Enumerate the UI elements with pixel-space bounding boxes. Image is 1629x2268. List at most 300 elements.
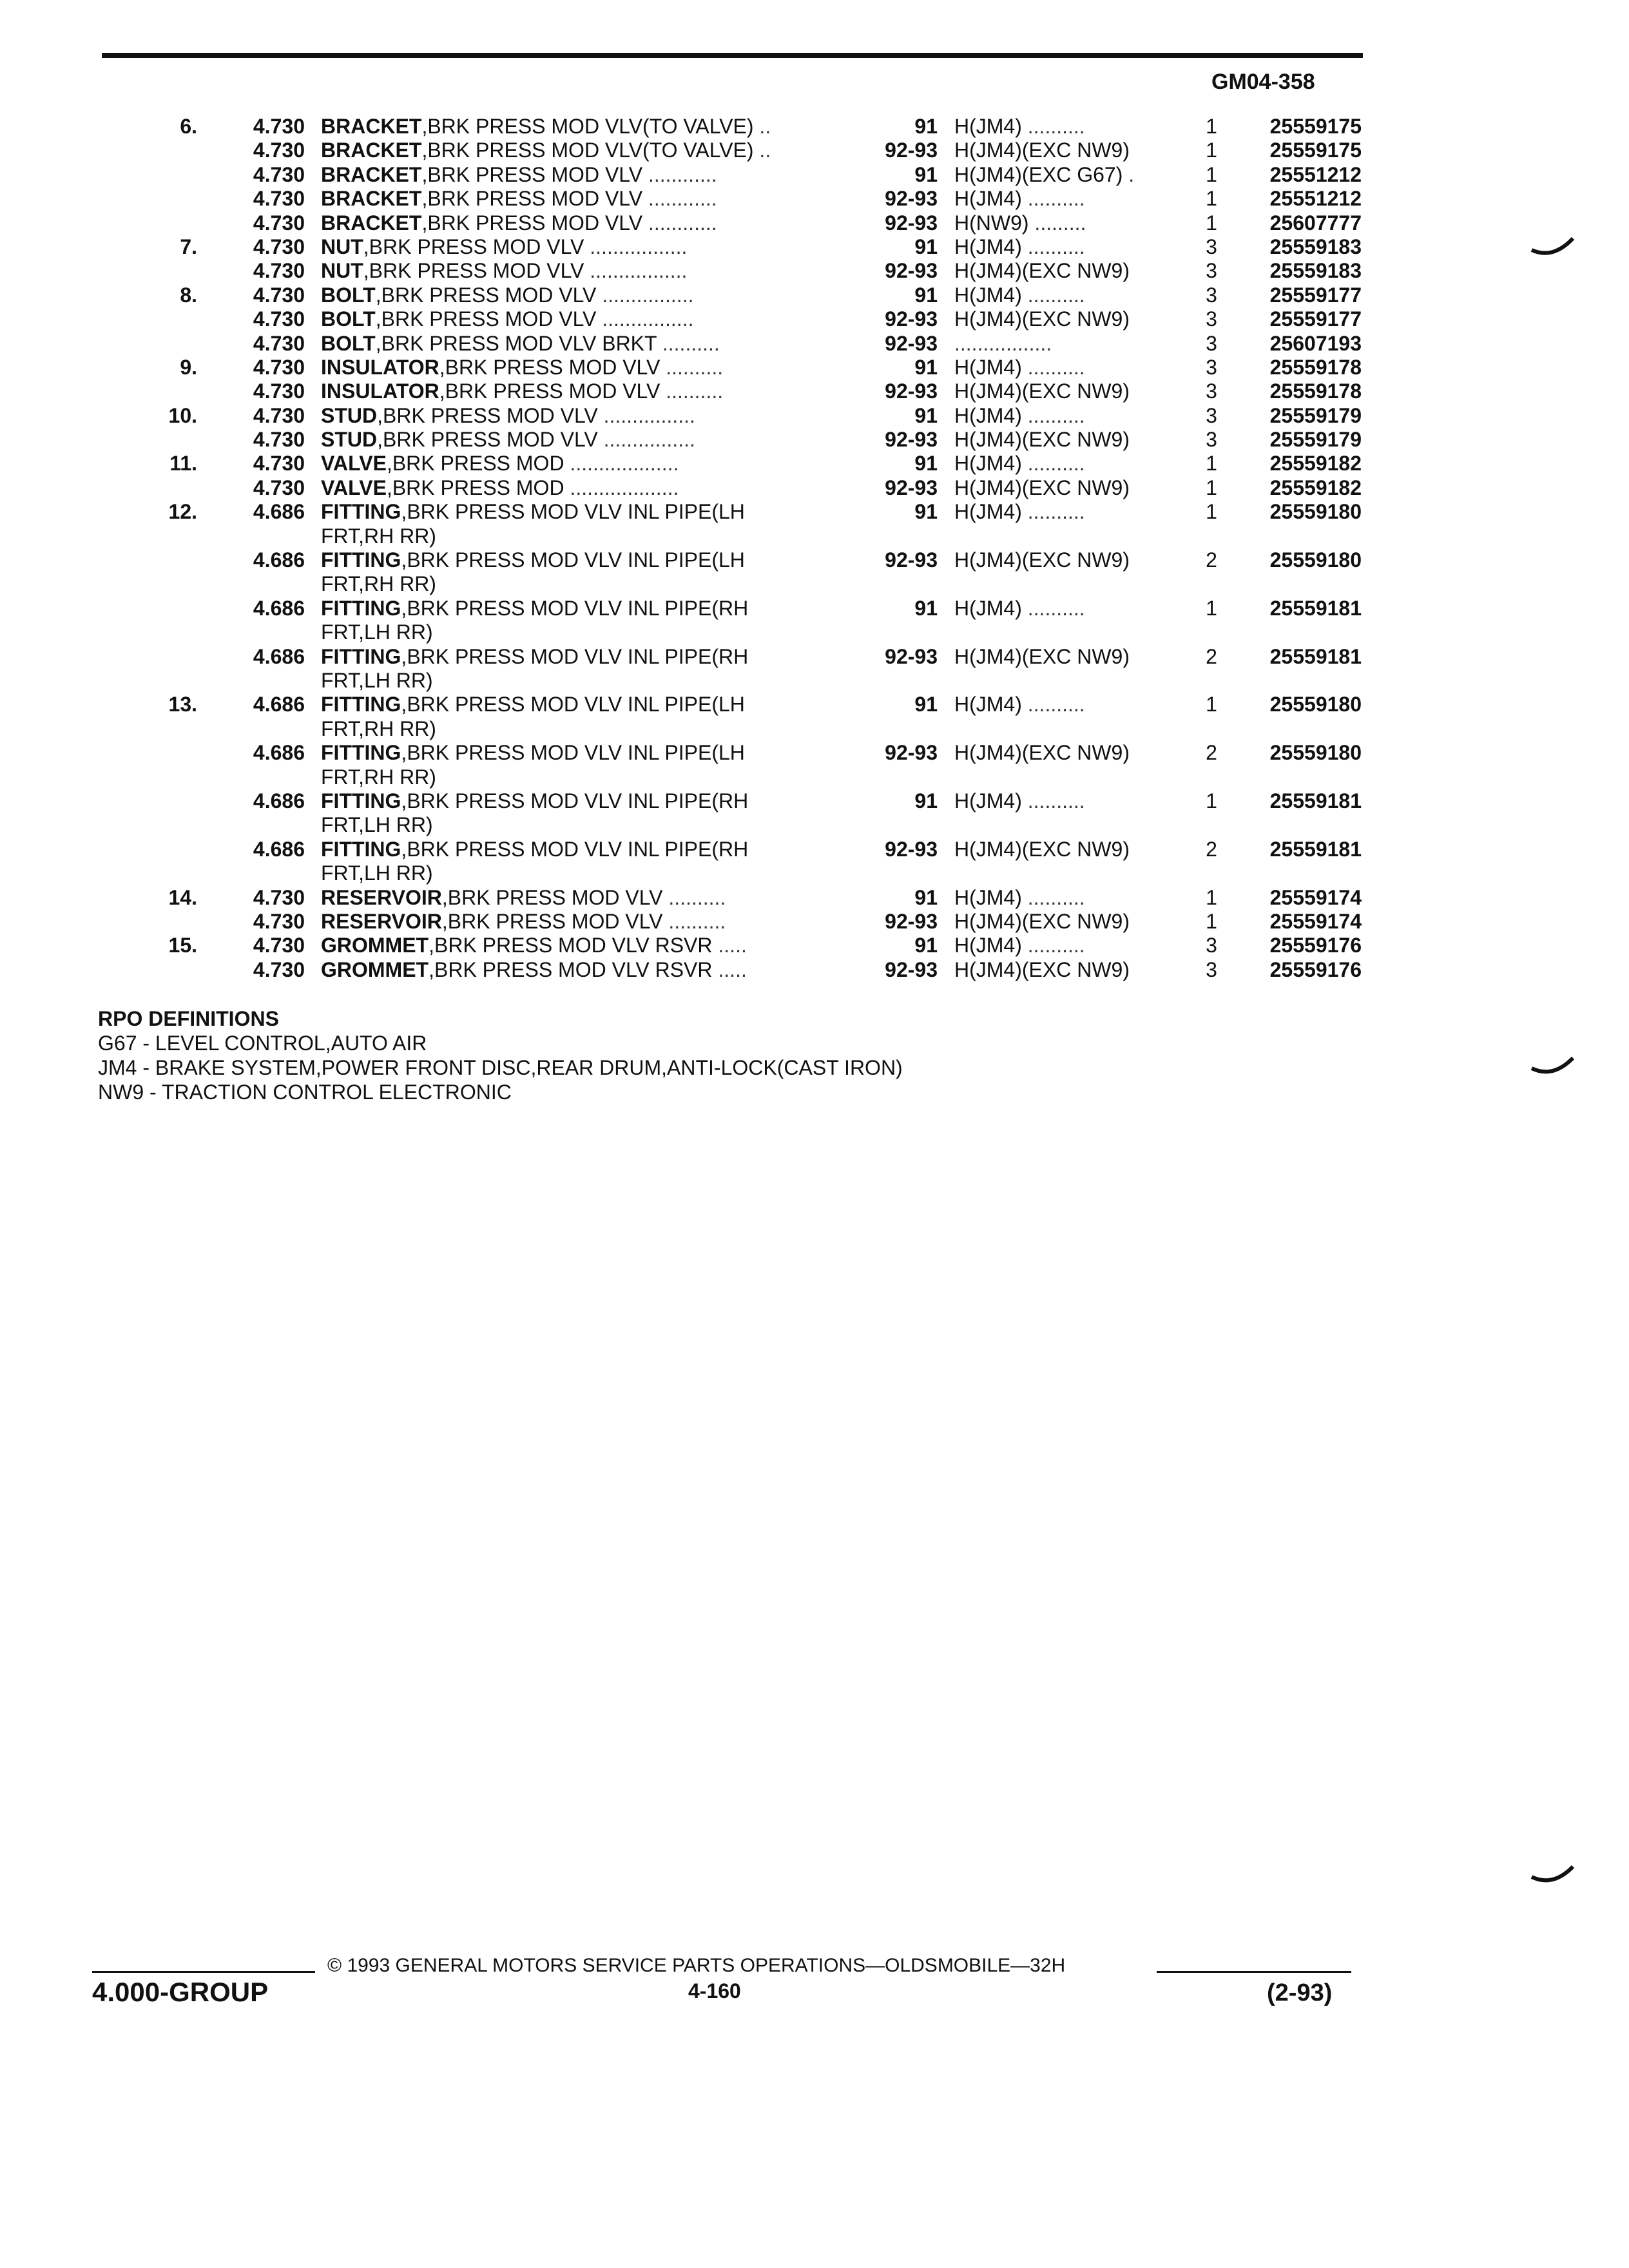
part-number: 25559176 xyxy=(1269,934,1362,957)
part-description xyxy=(321,741,856,789)
part-number: 25559180 xyxy=(1269,741,1362,765)
quantity: 1 xyxy=(1206,139,1217,162)
usage-code xyxy=(954,115,1186,139)
part-number: 25559181 xyxy=(1269,596,1362,620)
part-row xyxy=(0,958,1629,982)
figure-number: 15. xyxy=(168,934,197,957)
usage-code xyxy=(954,428,1186,452)
part-name: RESERVOIR xyxy=(321,910,442,934)
usage-text: H(JM4)(EXC NW9) xyxy=(954,476,1130,499)
quantity: 1 xyxy=(1206,693,1217,716)
part-row xyxy=(0,693,1629,741)
leader-dots: ................ xyxy=(596,283,694,307)
quantity: 2 xyxy=(1206,741,1217,765)
usage-leader-dots: .......... xyxy=(1021,355,1085,379)
usage-text: H(JM4) xyxy=(954,235,1022,258)
part-row xyxy=(0,163,1629,187)
part-row xyxy=(0,259,1629,283)
part-row xyxy=(0,645,1629,693)
part-row xyxy=(0,307,1629,331)
part-name: FITTING xyxy=(321,837,401,861)
top-rule xyxy=(102,53,1363,58)
figure-number: 6. xyxy=(180,115,197,138)
part-name: FITTING xyxy=(321,596,401,620)
model-year: 92-93 xyxy=(885,644,938,668)
part-description xyxy=(321,235,856,259)
model-year: 92-93 xyxy=(885,741,938,765)
usage-code xyxy=(954,211,1186,235)
group-number: 4.686 xyxy=(253,596,305,620)
usage-code xyxy=(954,693,1186,716)
usage-code xyxy=(954,163,1186,187)
usage-leader-dots: .......... xyxy=(1021,235,1085,258)
quantity: 3 xyxy=(1206,283,1217,307)
group-number: 4.730 xyxy=(253,259,305,283)
part-number: 25559177 xyxy=(1269,307,1362,331)
part-desc-text: ,BRK PRESS MOD VLV RSVR xyxy=(429,934,713,957)
leader-dots: ............ xyxy=(642,211,717,235)
part-description xyxy=(321,115,856,139)
group-number: 4.730 xyxy=(253,910,305,934)
usage-code xyxy=(954,380,1186,403)
quantity: 1 xyxy=(1206,910,1217,934)
usage-code xyxy=(954,645,1186,669)
quantity: 3 xyxy=(1206,403,1217,427)
part-row xyxy=(0,500,1629,548)
part-row xyxy=(0,332,1629,356)
part-desc-text: ,BRK PRESS MOD VLV INL PIPE(LH xyxy=(401,741,745,765)
usage-code xyxy=(954,789,1186,813)
part-number: 25559178 xyxy=(1269,380,1362,403)
leader-dots: .. xyxy=(753,139,771,162)
part-desc-text: ,BRK PRESS MOD VLV xyxy=(441,910,663,934)
quantity: 3 xyxy=(1206,957,1217,981)
part-number: 25559181 xyxy=(1269,789,1362,813)
part-row xyxy=(0,139,1629,162)
part-number: 25559180 xyxy=(1269,548,1362,572)
group-number: 4.686 xyxy=(253,741,305,765)
part-desc-text: ,BRK PRESS MOD VLV xyxy=(363,259,584,283)
part-description xyxy=(321,356,856,380)
model-year: 91 xyxy=(914,235,938,258)
leader-dots: .......... xyxy=(660,355,724,379)
part-name: BRACKET xyxy=(321,115,422,138)
group-number: 4.686 xyxy=(253,693,305,716)
usage-code xyxy=(954,838,1186,861)
part-description xyxy=(321,886,856,910)
rpo-title: RPO DEFINITIONS xyxy=(98,1007,279,1030)
figure-number: 13. xyxy=(168,693,197,716)
quantity: 2 xyxy=(1206,548,1217,572)
model-year: 92-93 xyxy=(885,380,938,403)
part-name: FITTING xyxy=(321,548,401,572)
usage-leader-dots: .......... xyxy=(1021,500,1085,524)
usage-code xyxy=(954,404,1186,428)
rpo-def-nw9: NW9 - TRACTION CONTROL ELECTRONIC xyxy=(98,1081,512,1104)
usage-text: H(JM4) xyxy=(954,693,1022,716)
usage-text: H(JM4) xyxy=(954,403,1022,427)
usage-code xyxy=(954,500,1186,524)
parts-list xyxy=(0,115,1629,982)
part-description xyxy=(321,910,856,934)
model-year: 92-93 xyxy=(885,139,938,162)
part-row xyxy=(0,934,1629,957)
footer-rule-right xyxy=(1157,1971,1351,1973)
group-number: 4.730 xyxy=(253,283,305,307)
usage-leader-dots: ................. xyxy=(954,331,1052,355)
part-number: 25559181 xyxy=(1269,644,1362,668)
part-number: 25559179 xyxy=(1269,428,1362,452)
usage-text: H(JM4)(EXC NW9) xyxy=(954,548,1130,572)
part-row xyxy=(0,597,1629,645)
quantity: 1 xyxy=(1206,187,1217,211)
part-desc-text: ,BRK PRESS MOD VLV xyxy=(377,403,598,427)
part-name: FITTING xyxy=(321,789,401,813)
quantity: 3 xyxy=(1206,235,1217,258)
usage-code xyxy=(954,332,1186,356)
part-row xyxy=(0,838,1629,886)
part-number: 25607193 xyxy=(1269,331,1362,355)
part-description xyxy=(321,259,856,283)
part-description xyxy=(321,187,856,211)
part-description xyxy=(321,139,856,162)
part-desc-text: ,BRK PRESS MOD VLV INL PIPE(RH xyxy=(401,596,749,620)
part-name: FITTING xyxy=(321,500,401,524)
part-desc-text: ,BRK PRESS MOD xyxy=(386,452,564,476)
usage-leader-dots: .......... xyxy=(1021,934,1085,957)
leader-dots: ............ xyxy=(642,162,717,186)
model-year: 92-93 xyxy=(885,476,938,499)
part-name: FITTING xyxy=(321,693,401,716)
model-year: 92-93 xyxy=(885,307,938,331)
group-number: 4.730 xyxy=(253,380,305,403)
part-row xyxy=(0,548,1629,597)
part-number: 25559174 xyxy=(1269,885,1362,909)
part-number: 25551212 xyxy=(1269,162,1362,186)
footer-group-label: 4.000-GROUP xyxy=(92,1977,269,2007)
usage-code xyxy=(954,476,1186,500)
part-desc-continued: FRT,RH RR) xyxy=(321,524,436,548)
quantity: 3 xyxy=(1206,307,1217,331)
part-number: 25551212 xyxy=(1269,187,1362,211)
part-desc-continued: FRT,LH RR) xyxy=(321,620,433,644)
part-name: RESERVOIR xyxy=(321,885,442,909)
figure-number: 7. xyxy=(180,235,197,258)
part-desc-text: ,BRK PRESS MOD VLV INL PIPE(RH xyxy=(401,789,749,813)
leader-dots: ................. xyxy=(584,259,688,283)
leader-dots: ................. xyxy=(584,235,688,258)
model-year: 91 xyxy=(914,885,938,909)
margin-mark xyxy=(1530,1865,1576,1885)
usage-leader-dots: .......... xyxy=(1021,283,1085,307)
part-name: BRACKET xyxy=(321,162,422,186)
part-description xyxy=(321,404,856,428)
part-description xyxy=(321,548,856,597)
part-desc-text: ,BRK PRESS MOD VLV xyxy=(421,211,643,235)
model-year: 92-93 xyxy=(885,910,938,934)
part-number: 25559175 xyxy=(1269,115,1362,138)
part-name: BRACKET xyxy=(321,187,422,211)
usage-leader-dots: . xyxy=(1123,162,1135,186)
part-desc-text: ,BRK PRESS MOD VLV xyxy=(375,283,597,307)
group-number: 4.730 xyxy=(253,162,305,186)
part-desc-text: ,BRK PRESS MOD VLV RSVR xyxy=(429,957,713,981)
revision-date: (2-93) xyxy=(1267,1979,1333,2006)
part-row xyxy=(0,284,1629,307)
rpo-def-g67: G67 - LEVEL CONTROL,AUTO AIR xyxy=(98,1032,427,1055)
group-number: 4.730 xyxy=(253,211,305,235)
part-number: 25559178 xyxy=(1269,355,1362,379)
part-name: VALVE xyxy=(321,452,387,476)
group-number: 4.730 xyxy=(253,957,305,981)
margin-mark xyxy=(1530,1057,1576,1076)
part-desc-text: ,BRK PRESS MOD VLV xyxy=(421,187,643,211)
part-desc-continued: FRT,LH RR) xyxy=(321,813,433,837)
part-desc-text: ,BRK PRESS MOD VLV BRKT xyxy=(375,331,657,355)
leader-dots: .. xyxy=(753,115,771,138)
usage-text: H(JM4) xyxy=(954,187,1022,211)
model-year: 92-93 xyxy=(885,187,938,211)
usage-leader-dots: ......... xyxy=(1028,211,1086,235)
part-name: FITTING xyxy=(321,644,401,668)
part-name: INSULATOR xyxy=(321,380,439,403)
usage-code xyxy=(954,958,1186,982)
usage-text: H(JM4) xyxy=(954,355,1022,379)
usage-text: H(JM4)(EXC NW9) xyxy=(954,741,1130,765)
part-name: INSULATOR xyxy=(321,355,439,379)
group-number: 4.686 xyxy=(253,837,305,861)
group-number: 4.730 xyxy=(253,452,305,476)
part-number: 25559176 xyxy=(1269,957,1362,981)
group-number: 4.730 xyxy=(253,307,305,331)
usage-text: H(JM4)(EXC NW9) xyxy=(954,139,1130,162)
page-number: 4-160 xyxy=(688,1979,741,2003)
part-number: 25559174 xyxy=(1269,910,1362,934)
model-year: 91 xyxy=(914,162,938,186)
figure-number: 10. xyxy=(168,403,197,427)
usage-text: H(JM4)(EXC NW9) xyxy=(954,380,1130,403)
part-row xyxy=(0,356,1629,380)
usage-code xyxy=(954,934,1186,957)
model-year: 92-93 xyxy=(885,211,938,235)
leader-dots: .......... xyxy=(660,380,724,403)
model-year: 91 xyxy=(914,596,938,620)
part-description xyxy=(321,645,856,693)
part-row xyxy=(0,741,1629,789)
part-desc-text: ,BRK PRESS MOD VLV xyxy=(377,428,598,452)
group-number: 4.686 xyxy=(253,789,305,813)
group-number: 4.730 xyxy=(253,403,305,427)
usage-leader-dots: .......... xyxy=(1021,885,1085,909)
quantity: 3 xyxy=(1206,934,1217,957)
part-description xyxy=(321,284,856,307)
model-year: 92-93 xyxy=(885,548,938,572)
figure-number: 8. xyxy=(180,283,197,307)
quantity: 1 xyxy=(1206,500,1217,524)
quantity: 3 xyxy=(1206,259,1217,283)
part-description xyxy=(321,693,856,741)
part-row xyxy=(0,211,1629,235)
part-desc-text: ,BRK PRESS MOD VLV xyxy=(439,380,660,403)
part-name: BOLT xyxy=(321,283,376,307)
margin-mark xyxy=(1530,237,1576,256)
group-number: 4.730 xyxy=(253,355,305,379)
leader-dots: ............ xyxy=(642,187,717,211)
quantity: 1 xyxy=(1206,476,1217,499)
part-description xyxy=(321,838,856,886)
usage-code xyxy=(954,597,1186,620)
part-desc-continued: FRT,LH RR) xyxy=(321,669,433,693)
quantity: 1 xyxy=(1206,115,1217,138)
usage-text: H(JM4)(EXC NW9) xyxy=(954,644,1130,668)
usage-code xyxy=(954,356,1186,380)
group-number: 4.730 xyxy=(253,331,305,355)
part-description xyxy=(321,332,856,356)
usage-leader-dots: .......... xyxy=(1021,452,1085,476)
part-number: 25559182 xyxy=(1269,452,1362,476)
part-row xyxy=(0,910,1629,934)
part-name: BOLT xyxy=(321,331,376,355)
usage-text: H(JM4) xyxy=(954,115,1022,138)
part-name: STUD xyxy=(321,428,378,452)
usage-leader-dots: .......... xyxy=(1021,187,1085,211)
quantity: 2 xyxy=(1206,644,1217,668)
part-description xyxy=(321,476,856,500)
quantity: 1 xyxy=(1206,789,1217,813)
usage-leader-dots: .......... xyxy=(1021,693,1085,716)
part-number: 25559180 xyxy=(1269,693,1362,716)
part-row xyxy=(0,235,1629,259)
usage-text: H(JM4) xyxy=(954,283,1022,307)
part-desc-text: ,BRK PRESS MOD VLV(TO VALVE) xyxy=(421,115,754,138)
part-desc-text: ,BRK PRESS MOD VLV INL PIPE(RH xyxy=(401,644,749,668)
copyright-notice: © 1993 GENERAL MOTORS SERVICE PARTS OPERATIONS—OLDSMOBILE—32H xyxy=(327,1955,1066,1976)
part-desc-text: ,BRK PRESS MOD VLV(TO VALVE) xyxy=(421,139,754,162)
part-row xyxy=(0,452,1629,476)
leader-dots: ................... xyxy=(564,452,679,476)
part-row xyxy=(0,115,1629,139)
quantity: 1 xyxy=(1206,596,1217,620)
part-desc-text: ,BRK PRESS MOD VLV xyxy=(439,355,660,379)
part-number: 25559183 xyxy=(1269,259,1362,283)
part-name: VALVE xyxy=(321,476,387,499)
model-year: 91 xyxy=(914,115,938,138)
part-row xyxy=(0,187,1629,211)
part-number: 25559181 xyxy=(1269,837,1362,861)
usage-text: H(NW9) xyxy=(954,211,1029,235)
quantity: 3 xyxy=(1206,428,1217,452)
part-row xyxy=(0,476,1629,500)
model-year: 91 xyxy=(914,403,938,427)
model-year: 91 xyxy=(914,789,938,813)
usage-text: H(JM4)(EXC NW9) xyxy=(954,307,1130,331)
group-number: 4.730 xyxy=(253,934,305,957)
part-description xyxy=(321,452,856,476)
quantity: 1 xyxy=(1206,452,1217,476)
part-number: 25559182 xyxy=(1269,476,1362,499)
group-number: 4.686 xyxy=(253,644,305,668)
part-row xyxy=(0,428,1629,452)
usage-leader-dots: .......... xyxy=(1021,596,1085,620)
part-number: 25559177 xyxy=(1269,283,1362,307)
part-desc-text: ,BRK PRESS MOD VLV xyxy=(375,307,597,331)
part-row xyxy=(0,789,1629,838)
part-description xyxy=(321,380,856,403)
footer-rule-left xyxy=(92,1971,315,1973)
group-number: 4.730 xyxy=(253,428,305,452)
part-description xyxy=(321,597,856,645)
usage-text: H(JM4) xyxy=(954,596,1022,620)
usage-code xyxy=(954,307,1186,331)
part-description xyxy=(321,958,856,982)
quantity: 1 xyxy=(1206,885,1217,909)
leader-dots: .......... xyxy=(662,910,726,934)
group-number: 4.686 xyxy=(253,500,305,524)
usage-leader-dots: .......... xyxy=(1021,789,1085,813)
part-row xyxy=(0,404,1629,428)
part-number: 25607777 xyxy=(1269,211,1362,235)
group-number: 4.730 xyxy=(253,139,305,162)
part-number: 25559179 xyxy=(1269,403,1362,427)
usage-code xyxy=(954,235,1186,259)
quantity: 3 xyxy=(1206,331,1217,355)
model-year: 91 xyxy=(914,452,938,476)
part-desc-text: ,BRK PRESS MOD VLV INL PIPE(LH xyxy=(401,548,745,572)
model-year: 91 xyxy=(914,693,938,716)
model-year: 91 xyxy=(914,934,938,957)
group-number: 4.730 xyxy=(253,115,305,138)
quantity: 2 xyxy=(1206,837,1217,861)
usage-text: H(JM4)(EXC NW9) xyxy=(954,910,1130,934)
model-year: 92-93 xyxy=(885,259,938,283)
model-year: 92-93 xyxy=(885,331,938,355)
part-desc-continued: FRT,LH RR) xyxy=(321,861,433,885)
usage-text: H(JM4)(EXC NW9) xyxy=(954,837,1130,861)
usage-code xyxy=(954,284,1186,307)
part-name: NUT xyxy=(321,235,363,258)
part-row xyxy=(0,380,1629,403)
usage-code xyxy=(954,548,1186,572)
leader-dots: ..... xyxy=(712,957,747,981)
part-name: FITTING xyxy=(321,741,401,765)
figure-number: 9. xyxy=(180,355,197,379)
part-row xyxy=(0,886,1629,910)
part-description xyxy=(321,163,856,187)
usage-text: H(JM4) xyxy=(954,500,1022,524)
part-desc-text: ,BRK PRESS MOD VLV INL PIPE(LH xyxy=(401,500,745,524)
usage-text: H(JM4)(EXC G67) xyxy=(954,162,1123,186)
leader-dots: .......... xyxy=(656,331,720,355)
part-desc-continued: FRT,RH RR) xyxy=(321,716,436,740)
part-desc-text: ,BRK PRESS MOD VLV INL PIPE(RH xyxy=(401,837,749,861)
part-desc-text: ,BRK PRESS MOD VLV xyxy=(363,235,584,258)
part-description xyxy=(321,934,856,957)
model-year: 92-93 xyxy=(885,957,938,981)
part-name: BOLT xyxy=(321,307,376,331)
rpo-definitions xyxy=(98,1006,903,1104)
usage-code xyxy=(954,259,1186,283)
usage-text: H(JM4)(EXC NW9) xyxy=(954,259,1130,283)
part-desc-text: ,BRK PRESS MOD xyxy=(386,476,564,499)
usage-leader-dots: .......... xyxy=(1021,403,1085,427)
quantity: 1 xyxy=(1206,162,1217,186)
part-name: BRACKET xyxy=(321,211,422,235)
leader-dots: ................ xyxy=(596,307,694,331)
model-year: 91 xyxy=(914,355,938,379)
usage-text: H(JM4)(EXC NW9) xyxy=(954,428,1130,452)
group-number: 4.730 xyxy=(253,885,305,909)
part-name: NUT xyxy=(321,259,363,283)
